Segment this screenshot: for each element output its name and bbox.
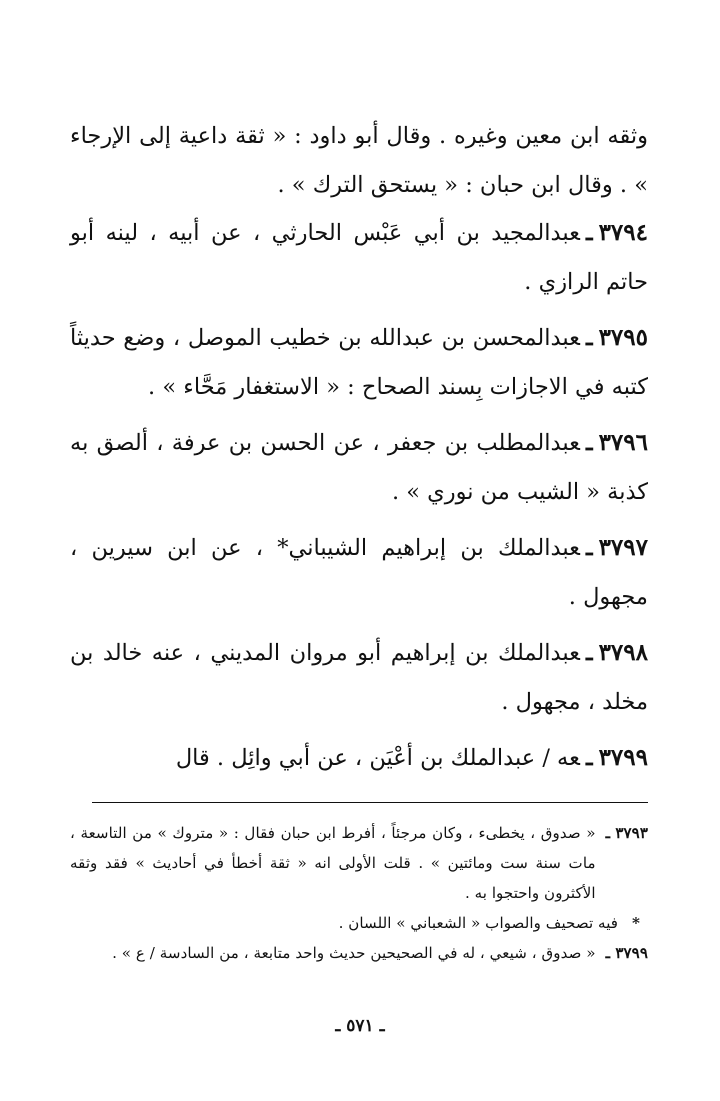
entry-3798 <box>70 629 648 726</box>
page-number: ـ ٥٧١ ـ <box>335 1016 385 1036</box>
footnote-3799 <box>70 938 648 968</box>
entry-number: ٣٧٩٧ <box>598 534 648 561</box>
footnotes-section <box>70 818 648 968</box>
entry-dash: ـ <box>585 220 593 246</box>
entry-3796 <box>70 419 648 516</box>
entry-dash: ـ <box>585 430 593 456</box>
asterisk-marker: * <box>632 914 640 932</box>
footnote-divider <box>92 802 648 803</box>
entry-number: ٣٧٩٩ <box>598 744 648 771</box>
entry-dash: ـ <box>585 325 593 351</box>
entry-3799 <box>70 734 648 783</box>
footnote-number: ٣٧٩٣ ـ <box>605 824 648 842</box>
entry-3797 <box>70 524 648 621</box>
entry-dash: ـ <box>585 640 593 666</box>
footnote-text: « صدوق ، شيعي ، له في الصحيحين حديث واحد متابعة ، من السادسة / ع » . <box>112 944 596 962</box>
entry-dash: ـ <box>585 745 593 771</box>
footnote-star-note <box>70 908 648 938</box>
entry-text: عبدالملك بن إبراهيم أبو مروان المديني ، عنه خالد بن مخلد ، مجهول . <box>70 640 648 715</box>
entry-number: ٣٧٩٨ <box>598 639 648 666</box>
continuation-paragraph: وثقه ابن معين وغيره . وقال أبو داود : « ثقة داعية إلى الإرجاء » . وقال ابن حبان : « يستحق الترك » . <box>70 123 648 198</box>
entry-text: عبدالمطلب بن جعفر ، عن الحسن بن عرفة ، ألصق به كذبة « الشيب من نوري » . <box>70 430 648 505</box>
entry-number: ٣٧٩٤ <box>598 219 648 246</box>
entry-dash: ـ <box>585 535 593 561</box>
entry-number: ٣٧٩٦ <box>598 429 648 456</box>
footnote-number: ٣٧٩٩ ـ <box>605 944 648 962</box>
entry-number: ٣٧٩٥ <box>598 324 648 351</box>
entry-text: عبدالمجيد بن أبي عَبْس الحارثي ، عن أبيه ، لينه أبو حاتم الرازي . <box>70 220 648 295</box>
footnote-3793 <box>70 818 648 908</box>
main-text-body <box>70 112 648 791</box>
entry-text: عه / عبدالملك بن أعْيَن ، عن أبي وائِل . قال <box>175 745 580 771</box>
footnote-text: « صدوق ، يخطىء ، وكان مرجئاً ، أفرط ابن حبان فقال : « متروك » من التاسعة ، مات سنة ست ومائتين » . قلت الأولى انه « ثقة أخطأ في أحاديث » فقد وثقه الأكثرون واحتجوا به . <box>70 824 596 902</box>
entry-text: عبدالمحسن بن عبدالله بن خطيب الموصل ، وضع حديثاً كتبه في الاجازات بِسند الصحاح : « الاستغفار مَحَّاء » . <box>70 325 648 400</box>
entry-text: عبدالملك بن إبراهيم الشيباني* ، عن ابن سيرين ، مجهول . <box>70 535 648 610</box>
entry-3794 <box>70 209 648 306</box>
entry-3795 <box>70 314 648 411</box>
footnote-text: فيه تصحيف والصواب « الشعباني » اللسان . <box>338 914 619 932</box>
